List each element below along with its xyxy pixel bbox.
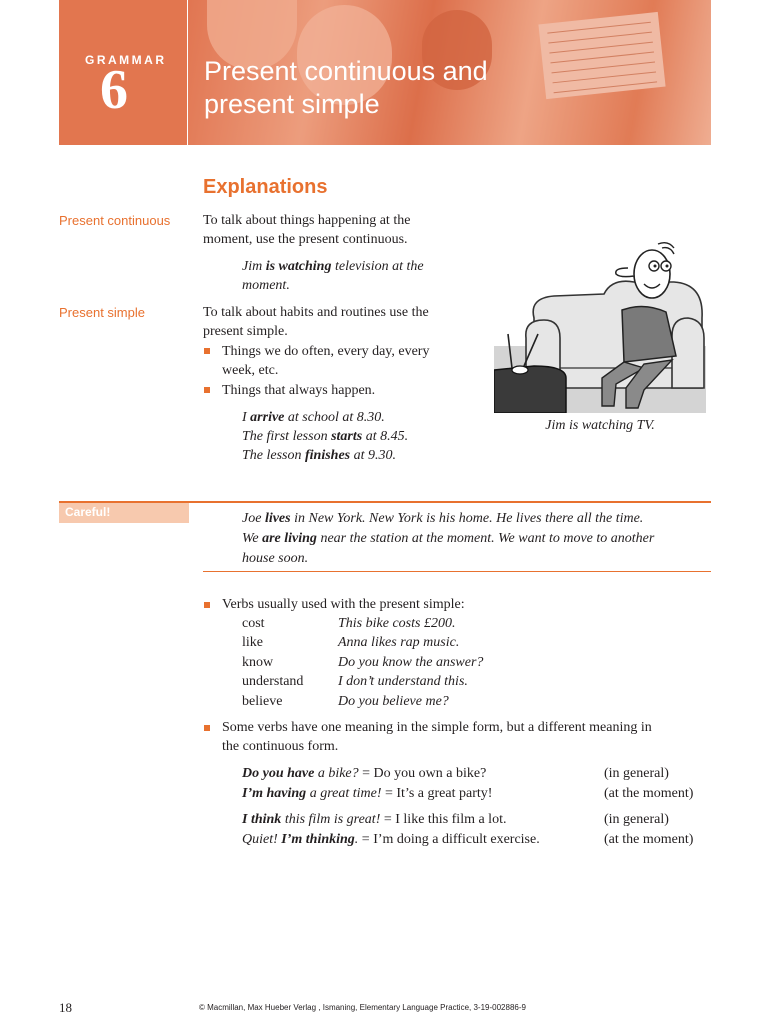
verb-example: Do you believe me?	[338, 693, 449, 709]
bullet-marker	[204, 602, 210, 608]
bullet-marker	[204, 387, 210, 393]
meaning-row: Quiet! I’m thinking. = I’m doing a difficult exercise.	[242, 832, 540, 847]
meaning-notes-group-1	[604, 764, 693, 804]
verb-example: Do you know the answer?	[338, 654, 484, 670]
meaning-note: (at the moment)	[604, 786, 694, 801]
careful-rule-bottom	[203, 571, 711, 572]
meaning-row: I think this film is great! = I like this film a lot.	[242, 812, 507, 827]
meaning-notes-group-2	[604, 810, 693, 850]
verb: like	[242, 635, 263, 651]
present-continuous-label: Present continuous	[59, 213, 171, 228]
present-simple-label: Present simple	[59, 305, 145, 320]
careful-label: Careful!	[59, 503, 189, 523]
meaning-row: Do you have a bike? = Do you own a bike?	[242, 766, 487, 781]
page-title: Present continuous and present simple	[204, 56, 488, 119]
page-number: 18	[59, 1000, 72, 1015]
careful-examples: Joe lives in New York. New York is his home. He lives there all the time. We are living near the station at the moment. We want to move to another house soon.	[242, 511, 655, 566]
meaning-note: (at the moment)	[604, 832, 694, 847]
unit-number: 6	[100, 59, 128, 121]
section-label: GRAMMAR	[85, 53, 167, 67]
verb-examples-column	[338, 614, 483, 711]
present-simple-text: To talk about habits and routines use the present simple.	[203, 305, 429, 339]
bullet-marker	[204, 348, 210, 354]
meaning-rows-group-1	[242, 764, 492, 804]
verb-example: Anna likes rap music.	[338, 635, 460, 651]
cartoon-caption: Jim is watching TV.	[545, 418, 655, 433]
verb-example: I don’t understand this.	[338, 674, 468, 690]
verbs-intro: Verbs usually used with the present simple:	[222, 597, 465, 612]
tv-cartoon-illustration	[494, 238, 706, 413]
bullet-always: Things that always happen.	[222, 383, 376, 398]
verb-example: This bike costs £200.	[338, 616, 456, 631]
meaning-row: I’m having a great time! = It’s a great party!	[242, 786, 493, 801]
explanations-heading: Explanations	[203, 176, 328, 198]
verbs-column	[242, 614, 303, 711]
meaning-rows-group-2	[242, 810, 540, 850]
verb: know	[242, 654, 274, 670]
bullet-habits: Things we do often, every day, every week, etc.	[222, 344, 430, 378]
verb: cost	[242, 616, 265, 631]
copyright-notice: © Macmillan, Max Hueber Verlag , Ismaning, Elementary Language Practice, 3-19-002886-9	[199, 1003, 526, 1012]
present-continuous-text: To talk about things happening at the moment, use the present continuous.	[203, 213, 411, 247]
meaning-note: (in general)	[604, 766, 669, 781]
present-continuous-example: Jim is watching television at the moment.	[242, 259, 424, 293]
present-simple-examples: I arrive at school at 8.30. The first lesson starts at 8.45. The lesson finishes at 9.30.	[242, 410, 409, 463]
verb: believe	[242, 693, 283, 709]
meanings-intro: Some verbs have one meaning in the simple form, but a different meaning in the continuous form.	[222, 720, 652, 754]
meaning-note: (in general)	[604, 812, 669, 827]
bullet-marker	[204, 725, 210, 731]
verb: understand	[242, 674, 304, 690]
